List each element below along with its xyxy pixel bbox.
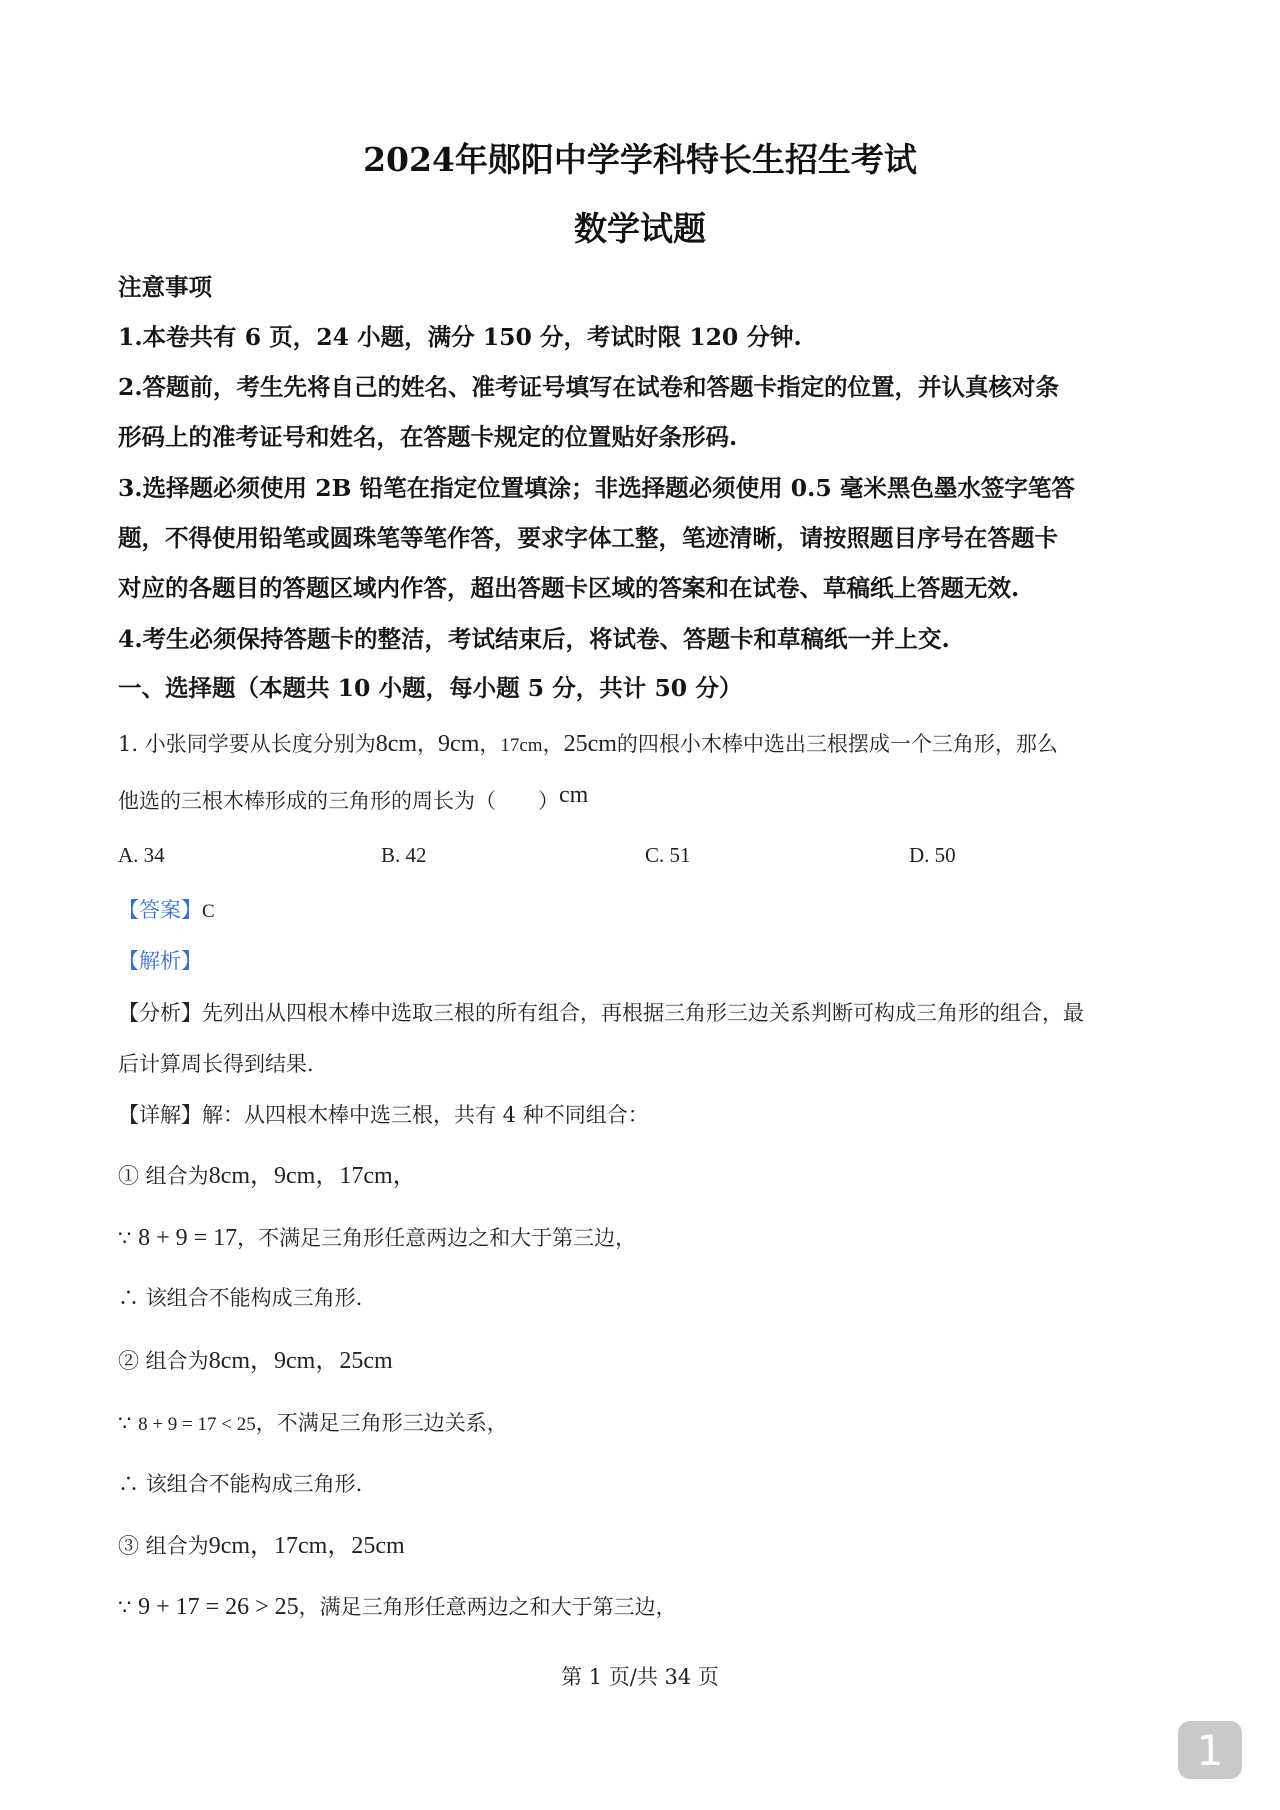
question-1-stem-line-1 xyxy=(118,728,1058,758)
question-1-stem-line-2 xyxy=(118,782,589,815)
analysis-tag: 【解析】 xyxy=(118,949,202,973)
because-symbol: ∵ xyxy=(118,1226,132,1250)
combination-1-values: 8cm，9cm，17cm， xyxy=(208,1163,417,1189)
because-symbol: ∵ xyxy=(118,1595,132,1619)
notice-item-3-line-3: 对应的各题目的答题区域内作答，超出答题卡区域的答案和在试卷、草稿纸上答题无效. xyxy=(118,574,1020,602)
option-c: C. 51 xyxy=(645,843,691,867)
xiangjie-line: 【详解】解：从四根木棒中选三根，共有 4 种不同组合： xyxy=(118,1103,649,1127)
notice-item-2-line-2: 形码上的准考证号和姓名，在答题卡规定的位置贴好条形码. xyxy=(118,423,738,451)
combination-3-equation: 9 + 17 = 26 > 25 xyxy=(138,1594,299,1620)
separator: ， xyxy=(542,732,564,756)
notice-heading: 注意事项 xyxy=(118,273,212,301)
combination-1-line xyxy=(118,1155,417,1190)
combination-1-therefore xyxy=(118,1282,362,1312)
option-a: A. 34 xyxy=(118,843,165,867)
notice-item-2-line-1: 2.答题前，考生先将自己的姓名、准考证号填写在试卷和答题卡指定的位置，并认真核对条 xyxy=(118,373,1060,401)
combination-1-reason: ，不满足三角形任意两边之和大于第三边， xyxy=(237,1226,637,1250)
combination-2-because xyxy=(118,1407,508,1437)
combination-2-equation: 8 + 9 = 17 < 25 xyxy=(138,1414,256,1435)
separator: ， xyxy=(417,732,439,756)
because-symbol: ∵ xyxy=(118,1411,132,1435)
combination-2-label: ② 组合为 xyxy=(118,1349,209,1373)
fenxi-line-1: 【分析】先列出从四根木棒中选取三根的所有组合，再根据三角形三边关系判断可构成三角形的组合，最 xyxy=(118,1001,1084,1025)
subject-title: 数学试题 xyxy=(574,209,706,248)
combination-1-because xyxy=(118,1222,636,1252)
combination-2-conclusion: 该组合不能构成三角形. xyxy=(145,1472,363,1496)
question-1-stem-line-2-text: 他选的三根木棒形成的三角形的周长为（ ） xyxy=(118,789,559,813)
length-25cm: 25cm xyxy=(563,731,617,757)
combination-3-because xyxy=(118,1591,677,1621)
combination-1-label: ① 组合为 xyxy=(118,1164,209,1188)
answer-tag: 【答案】 xyxy=(118,898,202,922)
fenxi-line-2: 后计算周长得到结果. xyxy=(118,1052,314,1076)
combination-3-reason: ，满足三角形任意两边之和大于第三边， xyxy=(298,1595,677,1619)
combination-2-therefore xyxy=(118,1468,362,1498)
notice-item-1: 1.本卷共有 6 页，24 小题，满分 150 分，考试时限 120 分钟. xyxy=(118,323,802,351)
combination-2-values: 8cm，9cm，25cm xyxy=(208,1348,393,1374)
separator: ， xyxy=(479,732,501,756)
exam-title: 2024年郧阳中学学科特长生招生考试 xyxy=(363,140,917,179)
combination-1-conclusion: 该组合不能构成三角形. xyxy=(145,1286,363,1310)
page-number-badge[interactable]: 1 xyxy=(1178,1721,1242,1779)
therefore-symbol: ∴ xyxy=(118,1472,139,1496)
combination-3-line xyxy=(118,1525,405,1560)
combination-2-reason: ，不满足三角形三边关系， xyxy=(255,1411,508,1435)
combination-3-label: ③ 组合为 xyxy=(118,1534,209,1558)
notice-item-3-line-1: 3.选择题必须使用 2B 铅笔在指定位置填涂；非选择题必须使用 0.5 毫米黑色墨水签字笔答 xyxy=(118,474,1075,502)
notice-item-4: 4.考生必须保持答题卡的整洁，考试结束后，将试卷、答题卡和草稿纸一并上交. xyxy=(118,625,950,653)
combination-2-line xyxy=(118,1340,393,1375)
notice-item-3-line-2: 题，不得使用铅笔或圆珠笔等笔作答，要求字体工整，笔迹清晰，请按照题目序号在答题卡 xyxy=(118,524,1058,552)
combination-3-values: 9cm，17cm，25cm xyxy=(208,1533,405,1559)
unit-cm: cm xyxy=(559,782,589,808)
option-b: B. 42 xyxy=(381,843,427,867)
answer-line xyxy=(118,894,215,924)
answer-value: C xyxy=(202,901,215,922)
length-17cm: 17cm xyxy=(500,735,543,756)
question-1-stem-prefix: 1. 小张同学要从长度分别为 xyxy=(118,732,376,756)
section-1-heading: 一、选择题（本题共 10 小题，每小题 5 分，共计 50 分） xyxy=(118,674,743,702)
length-8cm: 8cm xyxy=(375,731,418,757)
combination-1-equation: 8 + 9 = 17 xyxy=(138,1225,238,1251)
option-d: D. 50 xyxy=(909,843,956,867)
length-9cm: 9cm xyxy=(438,731,480,757)
page-footer: 第 1 页/共 34 页 xyxy=(561,1665,719,1689)
question-1-stem-suffix: 的四根小木棒中选出三根摆成一个三角形，那么 xyxy=(616,732,1058,756)
therefore-symbol: ∴ xyxy=(118,1286,139,1310)
